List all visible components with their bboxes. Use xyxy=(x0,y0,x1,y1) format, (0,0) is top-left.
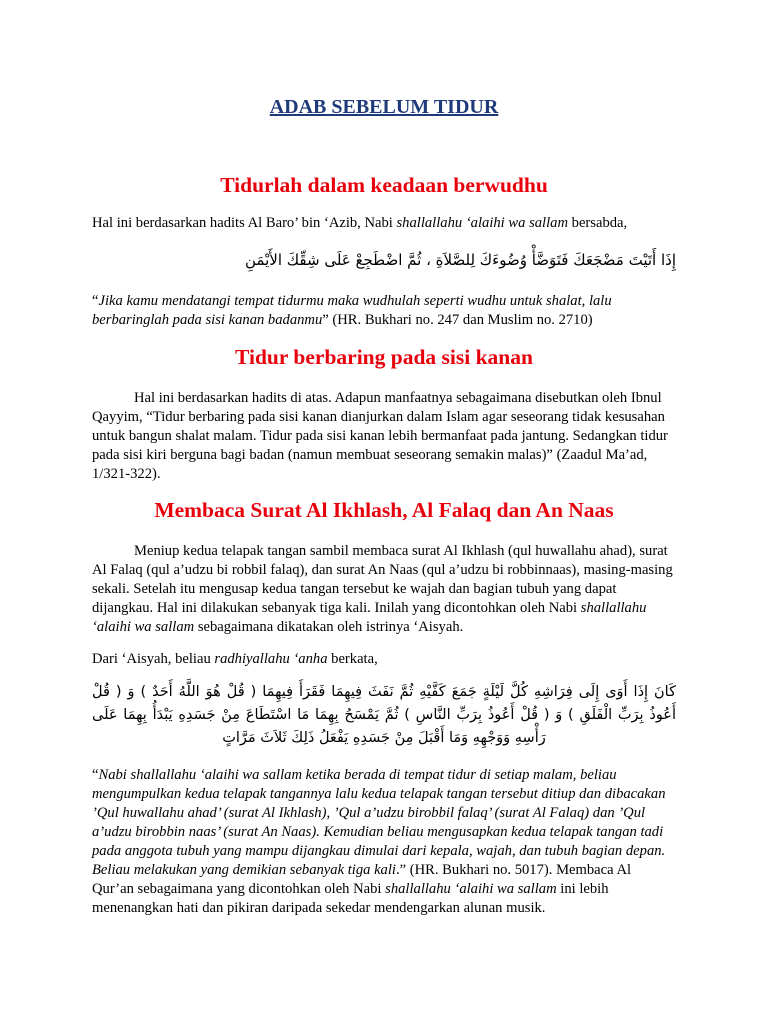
text-run: bersabda, xyxy=(568,215,628,231)
italic-run: Jika kamu mendatangi tempat tidurmu maka wudhulah seperti wudhu untuk shalat, lalu berbaringlah pada sisi kanan badanmu xyxy=(92,293,612,328)
italic-run: shallallahu ‘alaihi wa sallam xyxy=(396,215,568,231)
arabic-hadith-aisyah: كَانَ إِذَا أَوَى إِلَى فِرَاشِهِ كُلَّ لَيْلَةٍ جَمَعَ كَفَّيْهِ ثُمَّ نَفَثَ فِيهِمَا فَقَرَأَ فِيهِمَا ( قُلْ هُوَ اللَّهُ أَحَدٌ ) وَ ( قُلْ أَعُوذُ بِرَبِّ الْفَلَقِ ) وَ ( قُلْ أَعُوذُ بِرَبِّ النَّاسِ ) ثُمَّ يَمْسَحُ بِهِمَا مَا اسْتَطَاعَ مِنْ جَسَدِهِ يَبْدَأُ بِهِمَا عَلَى رَأْسِهِ وَوَجْهِهِ وَمَا أَقْبَلَ مِنْ جَسَدِهِ يَفْعَلُ ذَلِكَ ثَلاَثَ مَرَّاتٍ xyxy=(92,684,676,746)
text-run: Meniup kedua telapak tangan sambil membaca surat Al Ikhlash (qul huwallahu ahad), surat Al Falaq (qul a’udzu bi robbil falaq), dan surat An Naas (qul a’udzu bi robbinnaas), masing-masing sekali. Setelah itu mengusap kedua tangan tersebut ke wajah dan bagian tubuh yang dapat dijangkau. Hal ini dilakukan sebanyak tiga kali. Inilah yang dicontohkan oleh Nabi xyxy=(92,543,673,616)
text-run: ” (HR. Bukhari no. 247 dan Muslim no. 2710) xyxy=(322,312,593,328)
text-run: Dari ‘Aisyah, beliau xyxy=(92,651,215,667)
arabic-hadith-wudhu: إِذَا أَتَيْتَ مَضْجَعَكَ فَتَوَضَّأْ وُضُوءَكَ لِلصَّلاَةِ ، ثُمَّ اضْطَجِعْ عَلَى شِقِّكَ الأَيْمَنِ xyxy=(245,251,676,269)
text-run: Membaca Al Qur’an sebagaimana yang dicontohkan oleh Nabi xyxy=(92,862,632,897)
text-run: berkata, xyxy=(327,651,378,667)
paragraph-sisi-kanan: Hal ini berdasarkan hadits di atas. Adapun manfaatnya sebagaimana disebutkan oleh Ibnul Qayyim, “Tidur berbaring pada sisi kanan dianjurkan dalam Islam agar seseorang tidak kesusahan untuk bangun shalat malam. Tidur pada sisi kanan lebih bermanfaat pada jantung. Sedangkan tidur pada sisi kiri berguna bagi badan (namun membuat seseorang semakin malas)” (Zaadul Ma’ad, 1/321-322). xyxy=(92,390,668,482)
page-title: ADAB SEBELUM TIDUR xyxy=(269,96,499,118)
italic-run: shallallahu ‘alaihi wa sallam xyxy=(92,600,647,635)
section-heading-surat: Membaca Surat Al Ikhlash, Al Falaq dan An Naas xyxy=(154,498,614,522)
paragraph-wudhu-translation xyxy=(92,292,676,330)
italic-run: Nabi shallallahu ‘alaihi wa sallam ketika berada di tempat tidur di setiap malam, beliau mengumpulkan kedua telapak tangannya lalu kedua telapak tangan tersebut ditiup dan dibacakan ’Qul huwallahu ahad’ (surat Al Ikhlash), ’Qul a’udzu birobbil falaq’ (surat Al Falaq) dan ’Qul a’udzu birobbin naas’ (surat An Naas). Kemudian beliau mengusapkan kedua telapak tangan tadi pada anggota tubuh yang mampu dijangkau dimulai dari kepala, wajah, dan tubuh bagian depan. Beliau melakukan yang demikian sebanyak tiga kali xyxy=(92,767,666,878)
paragraph-surat xyxy=(92,542,676,637)
text-run: Hal ini berdasarkan hadits Al Baro’ bin ‘Azib, Nabi xyxy=(92,215,397,231)
italic-run: shallallahu ‘alaihi wa sallam xyxy=(385,881,557,897)
paragraph-wudhu-intro xyxy=(92,214,676,233)
text-run: “ xyxy=(92,767,99,783)
italic-run: radhiyallahu ‘anha xyxy=(214,651,328,667)
paragraph-aisyah xyxy=(92,650,676,669)
text-run: ini lebih menenangkan hati dan pikiran daripada sekedar mendengarkan alunan musik. xyxy=(92,881,609,916)
text-run: sebagaimana dikatakan oleh istrinya ‘Aisyah. xyxy=(194,619,464,635)
section-heading-wudhu: Tidurlah dalam keadaan berwudhu xyxy=(220,173,548,197)
text-run: .” (HR. Bukhari no. 5017). xyxy=(395,862,553,878)
paragraph-aisyah-translation xyxy=(92,766,676,918)
text-run: “ xyxy=(92,293,99,309)
section-heading-sisi-kanan: Tidur berbaring pada sisi kanan xyxy=(235,345,533,369)
